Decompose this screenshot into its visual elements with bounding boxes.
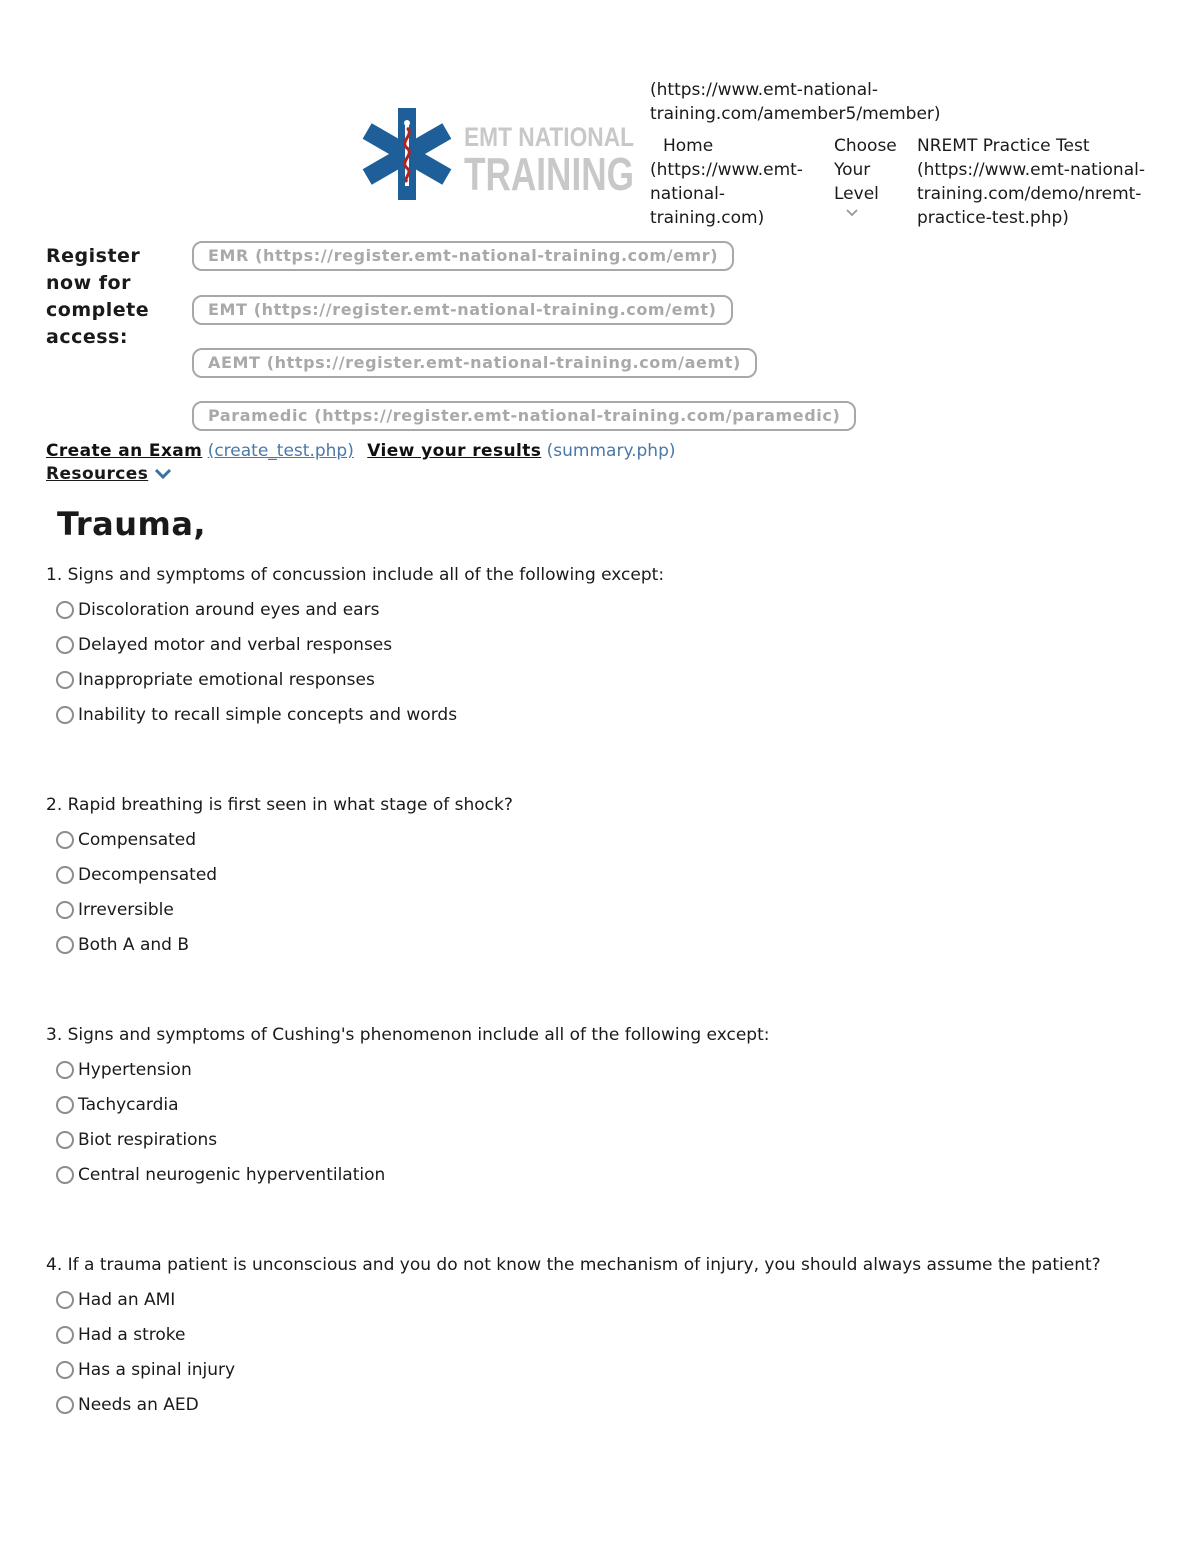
resources-menu[interactable] — [46, 463, 172, 485]
radio-button[interactable] — [56, 866, 74, 884]
answer-label: Needs an AED — [78, 1395, 199, 1415]
answer-label: Had a stroke — [78, 1325, 186, 1345]
member-link[interactable]: (https://www.emt-national-training.com/amember5/member) — [650, 80, 941, 124]
nav-nremt-practice-test[interactable] — [917, 134, 1157, 230]
answer-label: Has a spinal injury — [78, 1360, 236, 1380]
question-text: 2. Rapid breathing is first seen in what stage of shock? — [46, 795, 513, 815]
answer-option[interactable] — [56, 1324, 1166, 1346]
answer-option[interactable] — [56, 1164, 1166, 1186]
answer-label: Tachycardia — [78, 1095, 179, 1115]
radio-button[interactable] — [56, 1166, 74, 1184]
logo-text-top: EMT NATIONAL — [464, 122, 634, 152]
answer-option[interactable] — [56, 1394, 1166, 1416]
answer-option[interactable] — [56, 669, 1166, 691]
site-logo[interactable] — [360, 104, 636, 208]
question-4 — [46, 1254, 1166, 1416]
nav-nremt-url: (https://www.emt-national-training.com/demo/nremt-practice-test.php) — [917, 160, 1145, 228]
nav-home-url: (https://www.emt-national-training.com) — [650, 160, 803, 228]
answer-label: Biot respirations — [78, 1130, 218, 1150]
register-emr-button[interactable]: EMR (https://register.emt-national-training.com/emr) — [192, 241, 734, 271]
radio-button[interactable] — [56, 1061, 74, 1079]
radio-button[interactable] — [56, 1361, 74, 1379]
radio-button[interactable] — [56, 706, 74, 724]
nav-home-label: Home — [663, 136, 714, 156]
answer-option[interactable] — [56, 1094, 1166, 1116]
answer-options — [46, 599, 1166, 726]
answer-options — [46, 1289, 1166, 1416]
chevron-down-icon — [845, 208, 859, 218]
nav-home[interactable] — [650, 134, 825, 230]
radio-button[interactable] — [56, 936, 74, 954]
action-links — [46, 440, 676, 462]
radio-button[interactable] — [56, 1326, 74, 1344]
question-3 — [46, 1024, 1166, 1186]
question-1 — [46, 564, 1166, 726]
question-text: 3. Signs and symptoms of Cushing's phenomenon include all of the following except: — [46, 1025, 770, 1045]
answer-option[interactable] — [56, 1059, 1166, 1081]
question-2 — [46, 794, 1166, 956]
radio-button[interactable] — [56, 1096, 74, 1114]
question-text: 4. If a trauma patient is unconscious and you do not know the mechanism of injury, you should always assume the patient? — [46, 1255, 1101, 1275]
answer-options — [46, 1059, 1166, 1186]
answer-option[interactable] — [56, 864, 1166, 886]
answer-label: Inability to recall simple concepts and words — [78, 705, 458, 725]
radio-button[interactable] — [56, 671, 74, 689]
register-aemt-button[interactable]: AEMT (https://register.emt-national-training.com/aemt) — [192, 348, 757, 378]
view-results-url[interactable]: (summary.php) — [546, 441, 676, 461]
radio-button[interactable] — [56, 831, 74, 849]
register-emt-button[interactable]: EMT (https://register.emt-national-training.com/emt) — [192, 295, 733, 325]
answer-option[interactable] — [56, 1289, 1166, 1311]
radio-button[interactable] — [56, 1396, 74, 1414]
answer-label: Compensated — [78, 830, 197, 850]
register-paramedic-button[interactable]: Paramedic (https://register.emt-national-training.com/paramedic) — [192, 401, 856, 431]
answer-option[interactable] — [56, 634, 1166, 656]
answer-option[interactable] — [56, 829, 1166, 851]
question-text: 1. Signs and symptoms of concussion include all of the following except: — [46, 565, 665, 585]
answer-option[interactable] — [56, 704, 1166, 726]
answer-option[interactable] — [56, 599, 1166, 621]
answer-label: Discoloration around eyes and ears — [78, 600, 380, 620]
answer-option[interactable] — [56, 899, 1166, 921]
answer-label: Delayed motor and verbal responses — [78, 635, 393, 655]
answer-label: Central neurogenic hyperventilation — [78, 1165, 386, 1185]
resources-label: Resources — [46, 464, 149, 484]
answer-label: Irreversible — [78, 900, 174, 920]
answer-option[interactable] — [56, 1359, 1166, 1381]
radio-button[interactable] — [56, 901, 74, 919]
nav-nremt-label: NREMT Practice Test — [917, 136, 1090, 156]
nav-level-label: Choose Your Level — [834, 136, 897, 204]
logo-text-bottom: TRAINING — [464, 148, 634, 200]
answer-label: Hypertension — [78, 1060, 192, 1080]
answer-label: Decompensated — [78, 865, 218, 885]
page-title: Trauma, — [57, 505, 207, 543]
answer-option[interactable] — [56, 934, 1166, 956]
register-label: Register now for complete access: — [46, 245, 150, 348]
view-results-link[interactable]: View your results — [367, 441, 542, 461]
chevron-down-icon — [154, 468, 172, 480]
answer-label: Inappropriate emotional responses — [78, 670, 375, 690]
answer-options — [46, 829, 1166, 956]
create-exam-url[interactable]: (create_test.php) — [207, 441, 354, 461]
star-of-life-icon — [360, 104, 636, 208]
create-exam-link[interactable]: Create an Exam — [46, 441, 203, 461]
nav-choose-level[interactable] — [834, 134, 914, 218]
radio-button[interactable] — [56, 636, 74, 654]
answer-option[interactable] — [56, 1129, 1166, 1151]
radio-button[interactable] — [56, 1131, 74, 1149]
radio-button[interactable] — [56, 1291, 74, 1309]
radio-button[interactable] — [56, 601, 74, 619]
answer-label: Both A and B — [78, 935, 189, 955]
answer-label: Had an AMI — [78, 1290, 176, 1310]
